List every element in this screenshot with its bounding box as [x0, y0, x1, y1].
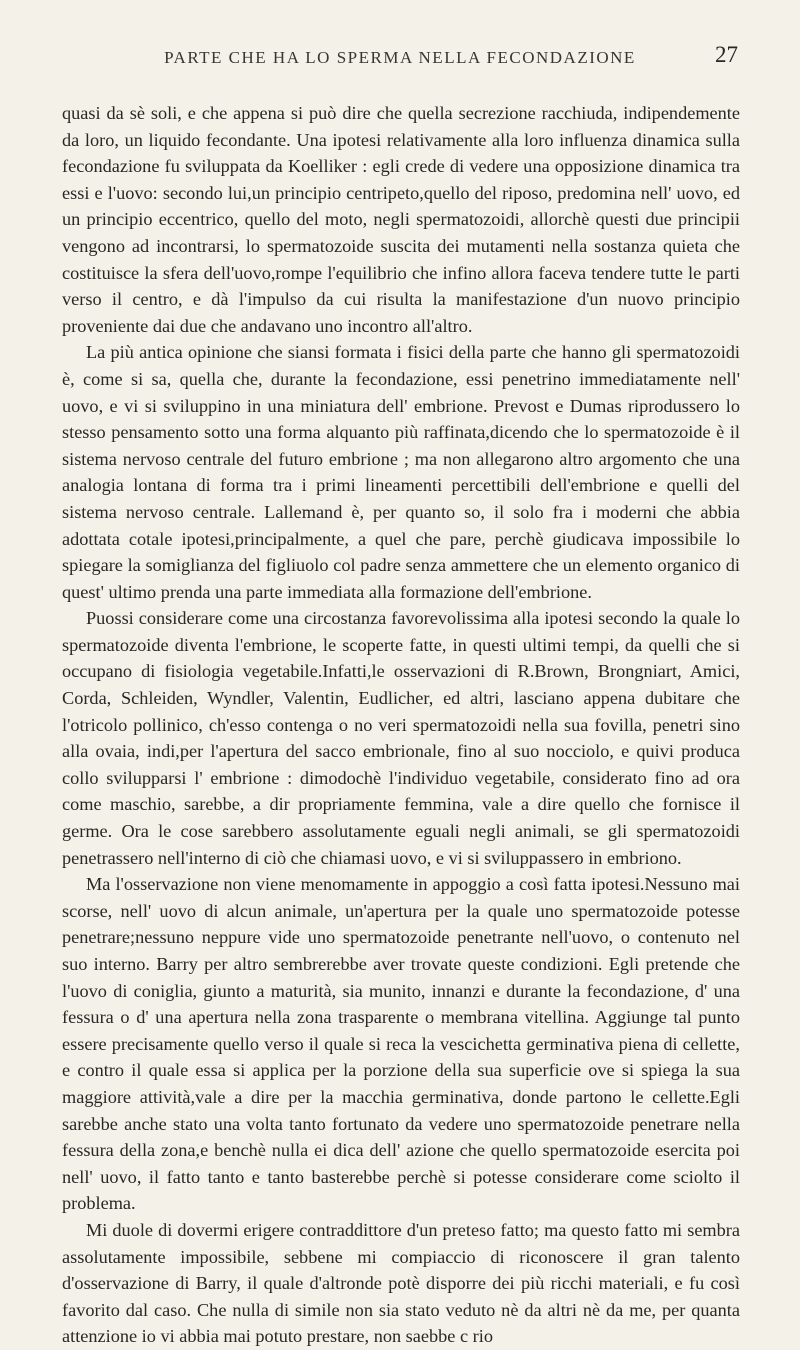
paragraph: quasi da sè soli, e che appena si può dire che quella secrezione racchiuda, indipendemente da loro, un liquido fecondante. Una ipotesi relativamente alla loro influenza dinamica sulla fecondazione fu sviluppata da Koelliker : egli crede di vedere una opposizione dinamica tra essi e l'uovo: secondo lui,un principio centripeto,quello del riposo, predomina nell' uovo, ed un principio eccentrico, quello del moto, negli spermatozoidi, allorchè questi due principii vengono ad incontrarsi, lo spermatozoide suscita dei mutamenti nella sostanza quieta che costituisce la sfera dell'uovo,rompe l'equilibrio che infino allora faceva tendere tutte le parti verso il centro, e dà l'impulso da cui risulta la manifestazione d'un nuovo principio proveniente dai due che andavano uno incontro all'altro.	[62, 103, 740, 336]
paragraph: Puossi considerare come una circostanza favorevolissima alla ipotesi secondo la quale lo spermatozoide diventa l'embrione, le scoperte fatte, in questi ultimi tempi, da quelli che si occupano di fisiologia vegetabile.Infatti,le osservazioni di R.Brown, Brongniart, Amici, Corda, Schleiden, Wyndler, Valentin, Eudlicher, ed altri, lasciano appena dubitare che l'otricolo pollinico, ch'esso contenga o no veri spermatozoidi nella sua fovilla, penetri sino alla ovaia, indi,per l'apertura del sacco embrionale, fino al suo nocciolo, e quivi produca collo svilupparsi l' embrione : dimodochè l'individuo vegetabile, considerato fino ad ora come maschio, sarebbe, a dir propriamente femmina, vale a dire quello che fornisce il germe. Ora le cose sarebbero assolutamente eguali negli animali, se gli spermatozoidi penetrassero nell'interno di ciò che chiamasi uovo, e vi si sviluppassero in embriono.	[62, 608, 740, 868]
running-head: PARTE CHE HA LO SPERMA NELLA FECONDAZIONE	[164, 48, 636, 67]
paragraph: Mi duole di dovermi erigere contraddittore d'un preteso fatto; ma questo fatto mi sembra assolutamente impossibile, sebbene mi compiaccio di riconoscere il gran talento d'osservazione di Barry, il quale d'altronde potè disporre dei più ricchi materiali, e fu così favorito dal caso. Che nulla di simile non sia stato veduto nè da altri nè da me, per quanta attenzione io vi abbia mai potuto prestare, non saebbe c rio	[62, 1219, 740, 1347]
page-header	[0, 42, 800, 82]
paragraph: Ma l'osservazione non viene menomamente in appoggio a così fatta ipotesi.Nessuno mai scorse, nell' uovo di alcun animale, un'apertura per la quale uno spermatozoide potesse penetrare;nessuno neppure vide uno spermatozoide penetrante nell'uovo, o contenuto nel suo interno. Barry per altro sembrerebbe aver trovate queste condizioni. Egli pretende che l'uovo di coniglia, giunto a maturità, sia munito, innanzi e durante la fecondazione, d' una fessura o d' una apertura nella zona trasparente o membrana vitellina. Aggiunge tal punto essere precisamente quello verso il quale si reca la vescichetta germinativa piena di cellette, e contro il quale essa si applica per la porzione della sua superficie ove si spiega la sua maggiore attività,vale a dire per la macchia germinativa, donde partono le cellette.Egli sarebbe anche stato una volta tanto fortunato da vedere uno spermatozoide penetrare nella fessura della zona,e benchè nulla ei dica dell' azione che quello spermatozoide esercita poi nell' uovo, il fatto tanto e tanto basterebbe perchè si potesse considerare come sciolto il problema.	[62, 874, 740, 1214]
page-number: 27	[715, 42, 738, 67]
paragraph: La più antica opinione che siansi formata i fisici della parte che hanno gli spermatozoidi è, come si sa, quella che, durante la fecondazione, essi penetrino immediatamente nell' uovo, e vi si sviluppino in una miniatura dell' embrione. Prevost e Dumas riprodussero lo stesso pensamento sotto una forma alquanto più raffinata,dicendo che lo spermatozoide è il sistema nervoso centrale del futuro embrione ; ma non allegarono altro argomento che una analogia lontana di forma tra i primi lineamenti percettibili dell'embrione e quelli del sistema nervoso centrale. Lallemand è, per quanto so, il solo fra i moderni che abbia adottata cotale ipotesi,principalmente, a quel che pare, perchè giudicava impossibile lo spiegare la somiglianza del figliuolo col padre senza ammettere che un elemento organico di quest' ultimo prenda una parte immediata alla formazione dell'embrione.	[62, 342, 740, 602]
body-text	[62, 100, 740, 1350]
